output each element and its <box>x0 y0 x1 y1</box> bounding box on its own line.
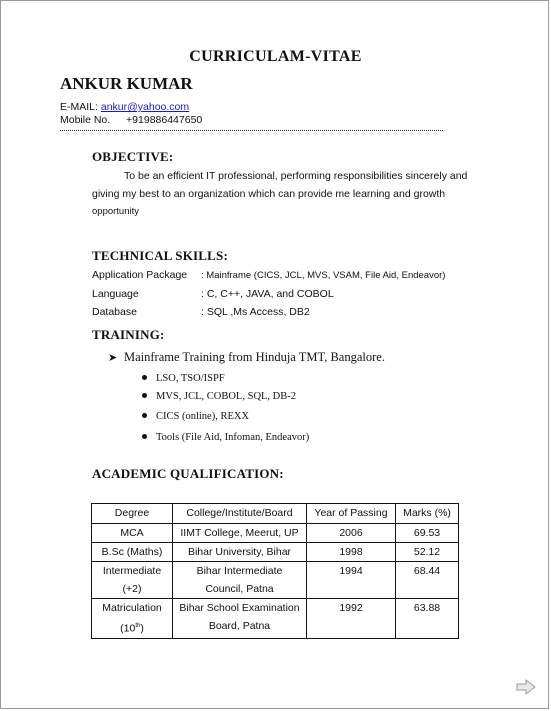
college-cell: Bihar Intermediate Council, Patna <box>173 562 307 599</box>
bullet-icon <box>142 413 147 418</box>
skill-label: Language <box>92 288 139 300</box>
bullet-icon <box>142 393 147 398</box>
column-header: Year of Passing <box>307 504 396 524</box>
table-header-row <box>92 504 459 524</box>
table-row <box>92 524 459 543</box>
degree-cell: MCA <box>92 524 173 543</box>
year-cell: 1992 <box>307 599 396 639</box>
column-header: College/Institute/Board <box>173 504 307 524</box>
training-subitem <box>142 411 249 422</box>
column-header: Marks (%) <box>396 504 459 524</box>
year-cell: 1998 <box>307 543 396 562</box>
arrow-bullet-icon: ➤ <box>108 352 118 364</box>
bullet-icon <box>142 434 147 439</box>
degree-cell: Matriculation (10th) <box>92 599 173 639</box>
document-title: CURRICULAM-VITAE <box>189 48 362 65</box>
objective-line-1: To be an efficient IT professional, performing responsibilities sincerely and <box>124 170 468 182</box>
skill-value: : Mainframe (CICS, JCL, MVS, VSAM, File Aid, Endeavor) <box>201 270 446 281</box>
table-row <box>92 543 459 562</box>
skill-value: : SQL ,Ms Access, DB2 <box>201 306 310 318</box>
skill-label: Application Package <box>92 269 188 281</box>
objective-line-3: opportunity <box>92 206 140 217</box>
degree-cell: Intermediate (+2) <box>92 562 173 599</box>
degree-cell: B.Sc (Maths) <box>92 543 173 562</box>
training-subitem <box>142 373 225 384</box>
training-subitem <box>142 391 296 402</box>
next-page-arrow-icon[interactable] <box>515 678 537 696</box>
email-link[interactable]: ankur@yahoo.com <box>100 101 190 113</box>
college-cell: IIMT College, Meerut, UP <box>173 524 307 543</box>
marks-cell: 52.12 <box>396 543 459 562</box>
technical-skills-heading: TECHNICAL SKILLS: <box>92 248 228 263</box>
marks-cell: 63.88 <box>396 599 459 639</box>
email-label: E-MAIL: <box>60 101 98 113</box>
college-cell: Bihar University, Bihar <box>173 543 307 562</box>
table-row <box>92 599 459 639</box>
objective-line-2: giving my best to an organization which can provide me learning and growth <box>92 188 446 200</box>
training-subitem <box>142 432 309 443</box>
bullet-icon <box>142 375 147 380</box>
mobile-line <box>60 114 202 126</box>
academic-heading: ACADEMIC QUALIFICATION: <box>92 466 284 481</box>
year-cell: 1994 <box>307 562 396 599</box>
objective-heading: OBJECTIVE: <box>92 149 174 164</box>
training-subitem-text: Tools (File Aid, Infoman, Endeavor) <box>156 432 310 443</box>
mobile-number: +919886447650 <box>126 114 203 126</box>
training-main-item <box>108 350 385 365</box>
marks-cell: 68.44 <box>396 562 459 599</box>
academic-table <box>91 503 459 639</box>
training-subitem-text: LSO, TSO/ISPF <box>156 373 225 384</box>
table-row <box>92 562 459 599</box>
candidate-name: ANKUR KUMAR <box>60 74 193 93</box>
year-cell: 2006 <box>307 524 396 543</box>
email-line <box>60 101 189 113</box>
dotted-divider <box>60 130 443 131</box>
training-heading: TRAINING: <box>92 327 165 342</box>
column-header: Degree <box>92 504 173 524</box>
training-subitem-text: MVS, JCL, COBOL, SQL, DB-2 <box>156 391 297 402</box>
training-subitem-text: CICS (online), REXX <box>156 411 250 422</box>
marks-cell: 69.53 <box>396 524 459 543</box>
skill-value: : C, C++, JAVA, and COBOL <box>201 288 334 300</box>
skill-label: Database <box>92 306 137 318</box>
mobile-label: Mobile No. <box>60 114 111 126</box>
training-main-text: Mainframe Training from Hinduja TMT, Bangalore. <box>124 350 385 364</box>
college-cell: Bihar School Examination Board, Patna <box>173 599 307 639</box>
